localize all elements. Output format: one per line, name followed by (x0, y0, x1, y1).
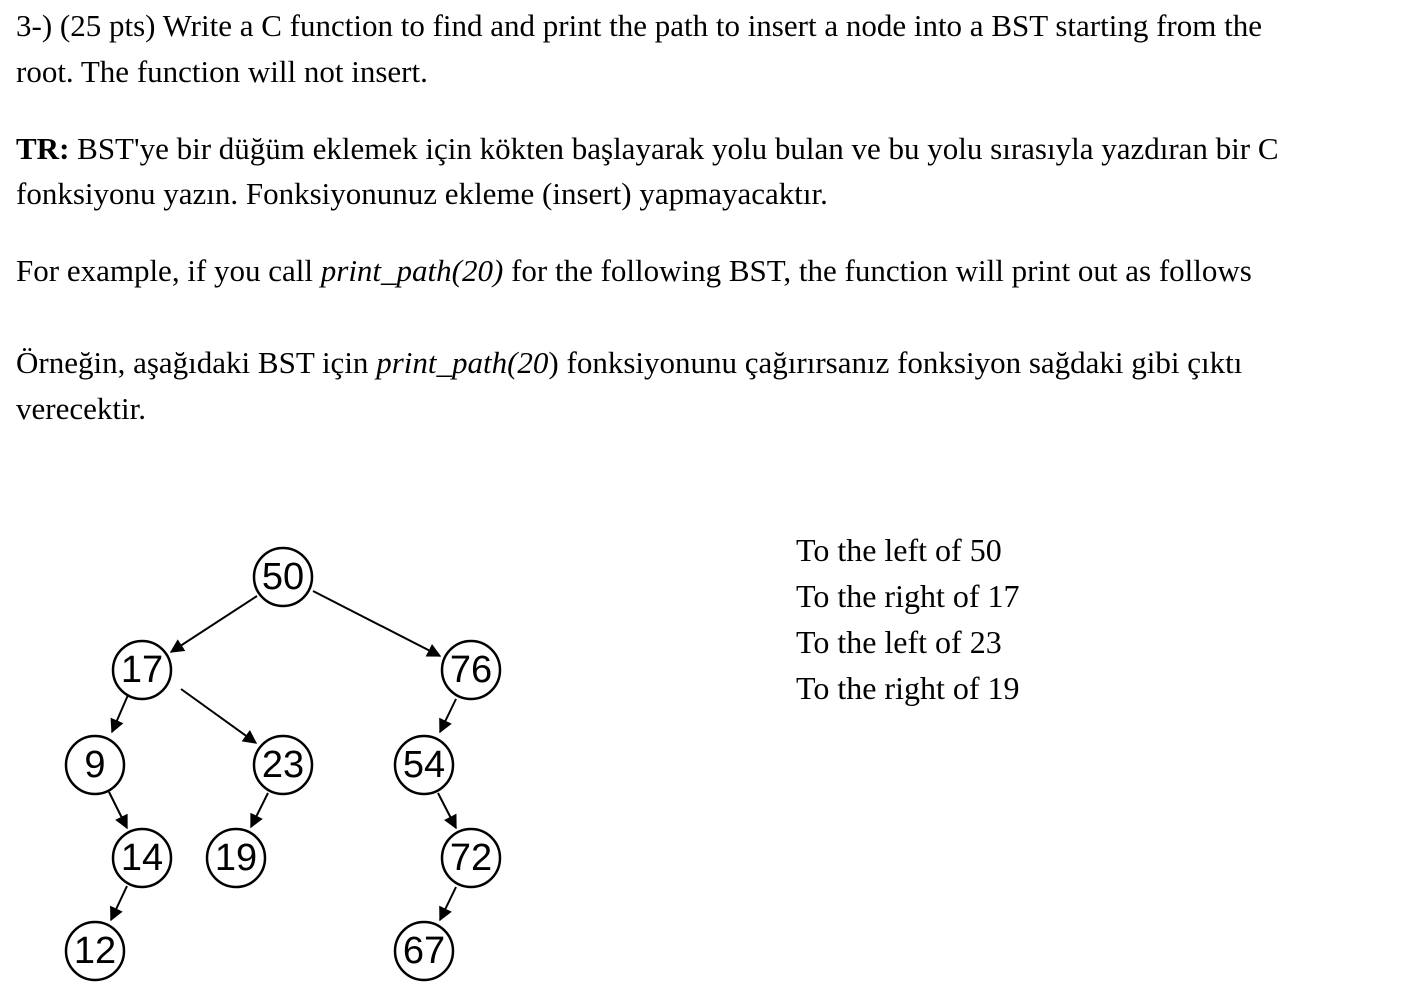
edge-50-76 (313, 591, 440, 656)
output-line: To the left of 23 (796, 624, 1002, 660)
edge-50-17 (171, 596, 257, 652)
svg-text:9: 9 (84, 744, 106, 786)
tr-example-line-2: verecektir. (16, 391, 146, 426)
svg-text:76: 76 (449, 649, 493, 691)
example-function-call: print_path(20) (320, 253, 504, 288)
bst-node-19 (207, 829, 265, 887)
tr-example-before: Örneğin, aşağıdaki BST için (16, 345, 377, 380)
example-after: for the following BST, the function will print out as follows (503, 253, 1252, 288)
edge-76-54 (440, 699, 456, 732)
edge-23-19 (251, 793, 268, 827)
edge-72-67 (440, 887, 456, 920)
tr-example-function-call: print_path(20 (376, 345, 549, 380)
svg-text:23: 23 (261, 744, 305, 786)
question-line-2: root. The function will not insert. (16, 54, 428, 89)
edge-17-23 (181, 689, 256, 743)
svg-text:50: 50 (261, 556, 305, 598)
edge-14-12 (111, 886, 127, 920)
svg-text:12: 12 (73, 930, 117, 972)
bst-node-67 (395, 922, 453, 980)
bst-node-12 (66, 922, 124, 980)
svg-text:19: 19 (214, 837, 258, 879)
svg-text:14: 14 (120, 837, 164, 879)
bst-node-54 (395, 736, 453, 794)
svg-text:72: 72 (449, 837, 493, 879)
edge-54-72 (438, 793, 456, 828)
output-line: To the left of 50 (796, 532, 1002, 568)
example-output (796, 527, 1020, 711)
tr-label: TR: (16, 131, 70, 166)
tr-instruction-line-2: fonksiyonu yazın. Fonksiyonunuz ekleme (insert) yapmayacaktır. (16, 176, 828, 211)
output-line: To the right of 17 (796, 578, 1020, 614)
bst-node-50 (254, 548, 312, 606)
bst-node-72 (442, 829, 500, 887)
tr-example-after: ) fonksiyonunu çağırırsanız fonksiyon sağdaki gibi çıktı (548, 345, 1243, 380)
bst-node-9 (66, 736, 124, 794)
bst-node-17 (113, 641, 171, 699)
output-line: To the right of 19 (796, 670, 1020, 706)
tr-instruction-text: BST'ye bir düğüm eklemek için kökten başlayarak yolu bulan ve bu yolu sırasıyla yazdıran bir C (69, 131, 1279, 166)
svg-text:54: 54 (402, 744, 446, 786)
bst-node-76 (442, 641, 500, 699)
question-title: 3-) (25 pts) Write a C function to find and print the path to insert a node into a BST starting from the (16, 8, 1262, 43)
svg-text:17: 17 (120, 649, 164, 691)
example-before: For example, if you call (16, 253, 321, 288)
edge-17-9 (112, 695, 128, 732)
edge-9-14 (109, 792, 127, 828)
svg-text:67: 67 (402, 930, 446, 972)
bst-node-23 (254, 736, 312, 794)
bst-node-14 (113, 829, 171, 887)
